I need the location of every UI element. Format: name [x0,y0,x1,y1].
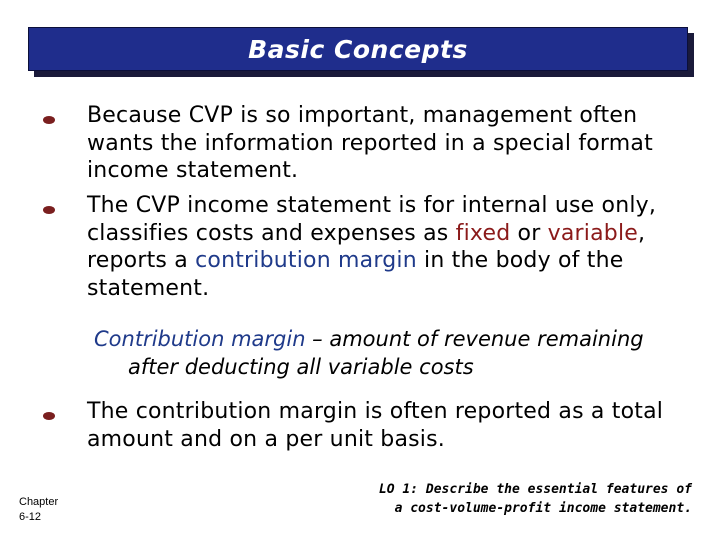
definition-text-line2: after deducting all variable costs [128,355,474,379]
bullet-icon [43,412,55,420]
text-segment: , reports a [87,220,646,273]
term-contribution-margin: contribution margin [195,248,417,273]
bullet-icon [43,206,55,214]
definition-text: – amount of revenue remaining [305,327,644,351]
text-segment: The CVP income statement is for internal use only, classifies costs and expenses as [87,193,657,246]
learning-objective [362,480,692,518]
term-fixed: fixed [455,220,511,246]
definition-contribution-margin [94,325,694,381]
bullet-text-cvp-income-statement [87,192,687,302]
chapter-label [19,495,58,525]
chapter-number: 6-12 [19,511,42,523]
learning-objective-line2: a cost-volume-profit income statement. [394,501,692,516]
title-bar [28,27,688,71]
slide-title: Basic Concepts [248,34,468,64]
definition-term: Contribution margin [94,327,306,351]
chapter-label-text: Chapter [19,496,59,508]
text-segment: in the body of the statement. [87,248,624,301]
bullet-text-cvp-importance: Because CVP is so important, management often wants the information reported in a special format income statement. [87,103,653,183]
bullet-icon [43,116,55,124]
bullet-text-reporting: The contribution margin is often reported as a total amount and on a per unit basis. [87,399,664,452]
learning-objective-line1: LO 1: Describe the essential features of [378,482,692,497]
text-segment: or [510,220,548,246]
term-variable: variable [547,220,639,246]
